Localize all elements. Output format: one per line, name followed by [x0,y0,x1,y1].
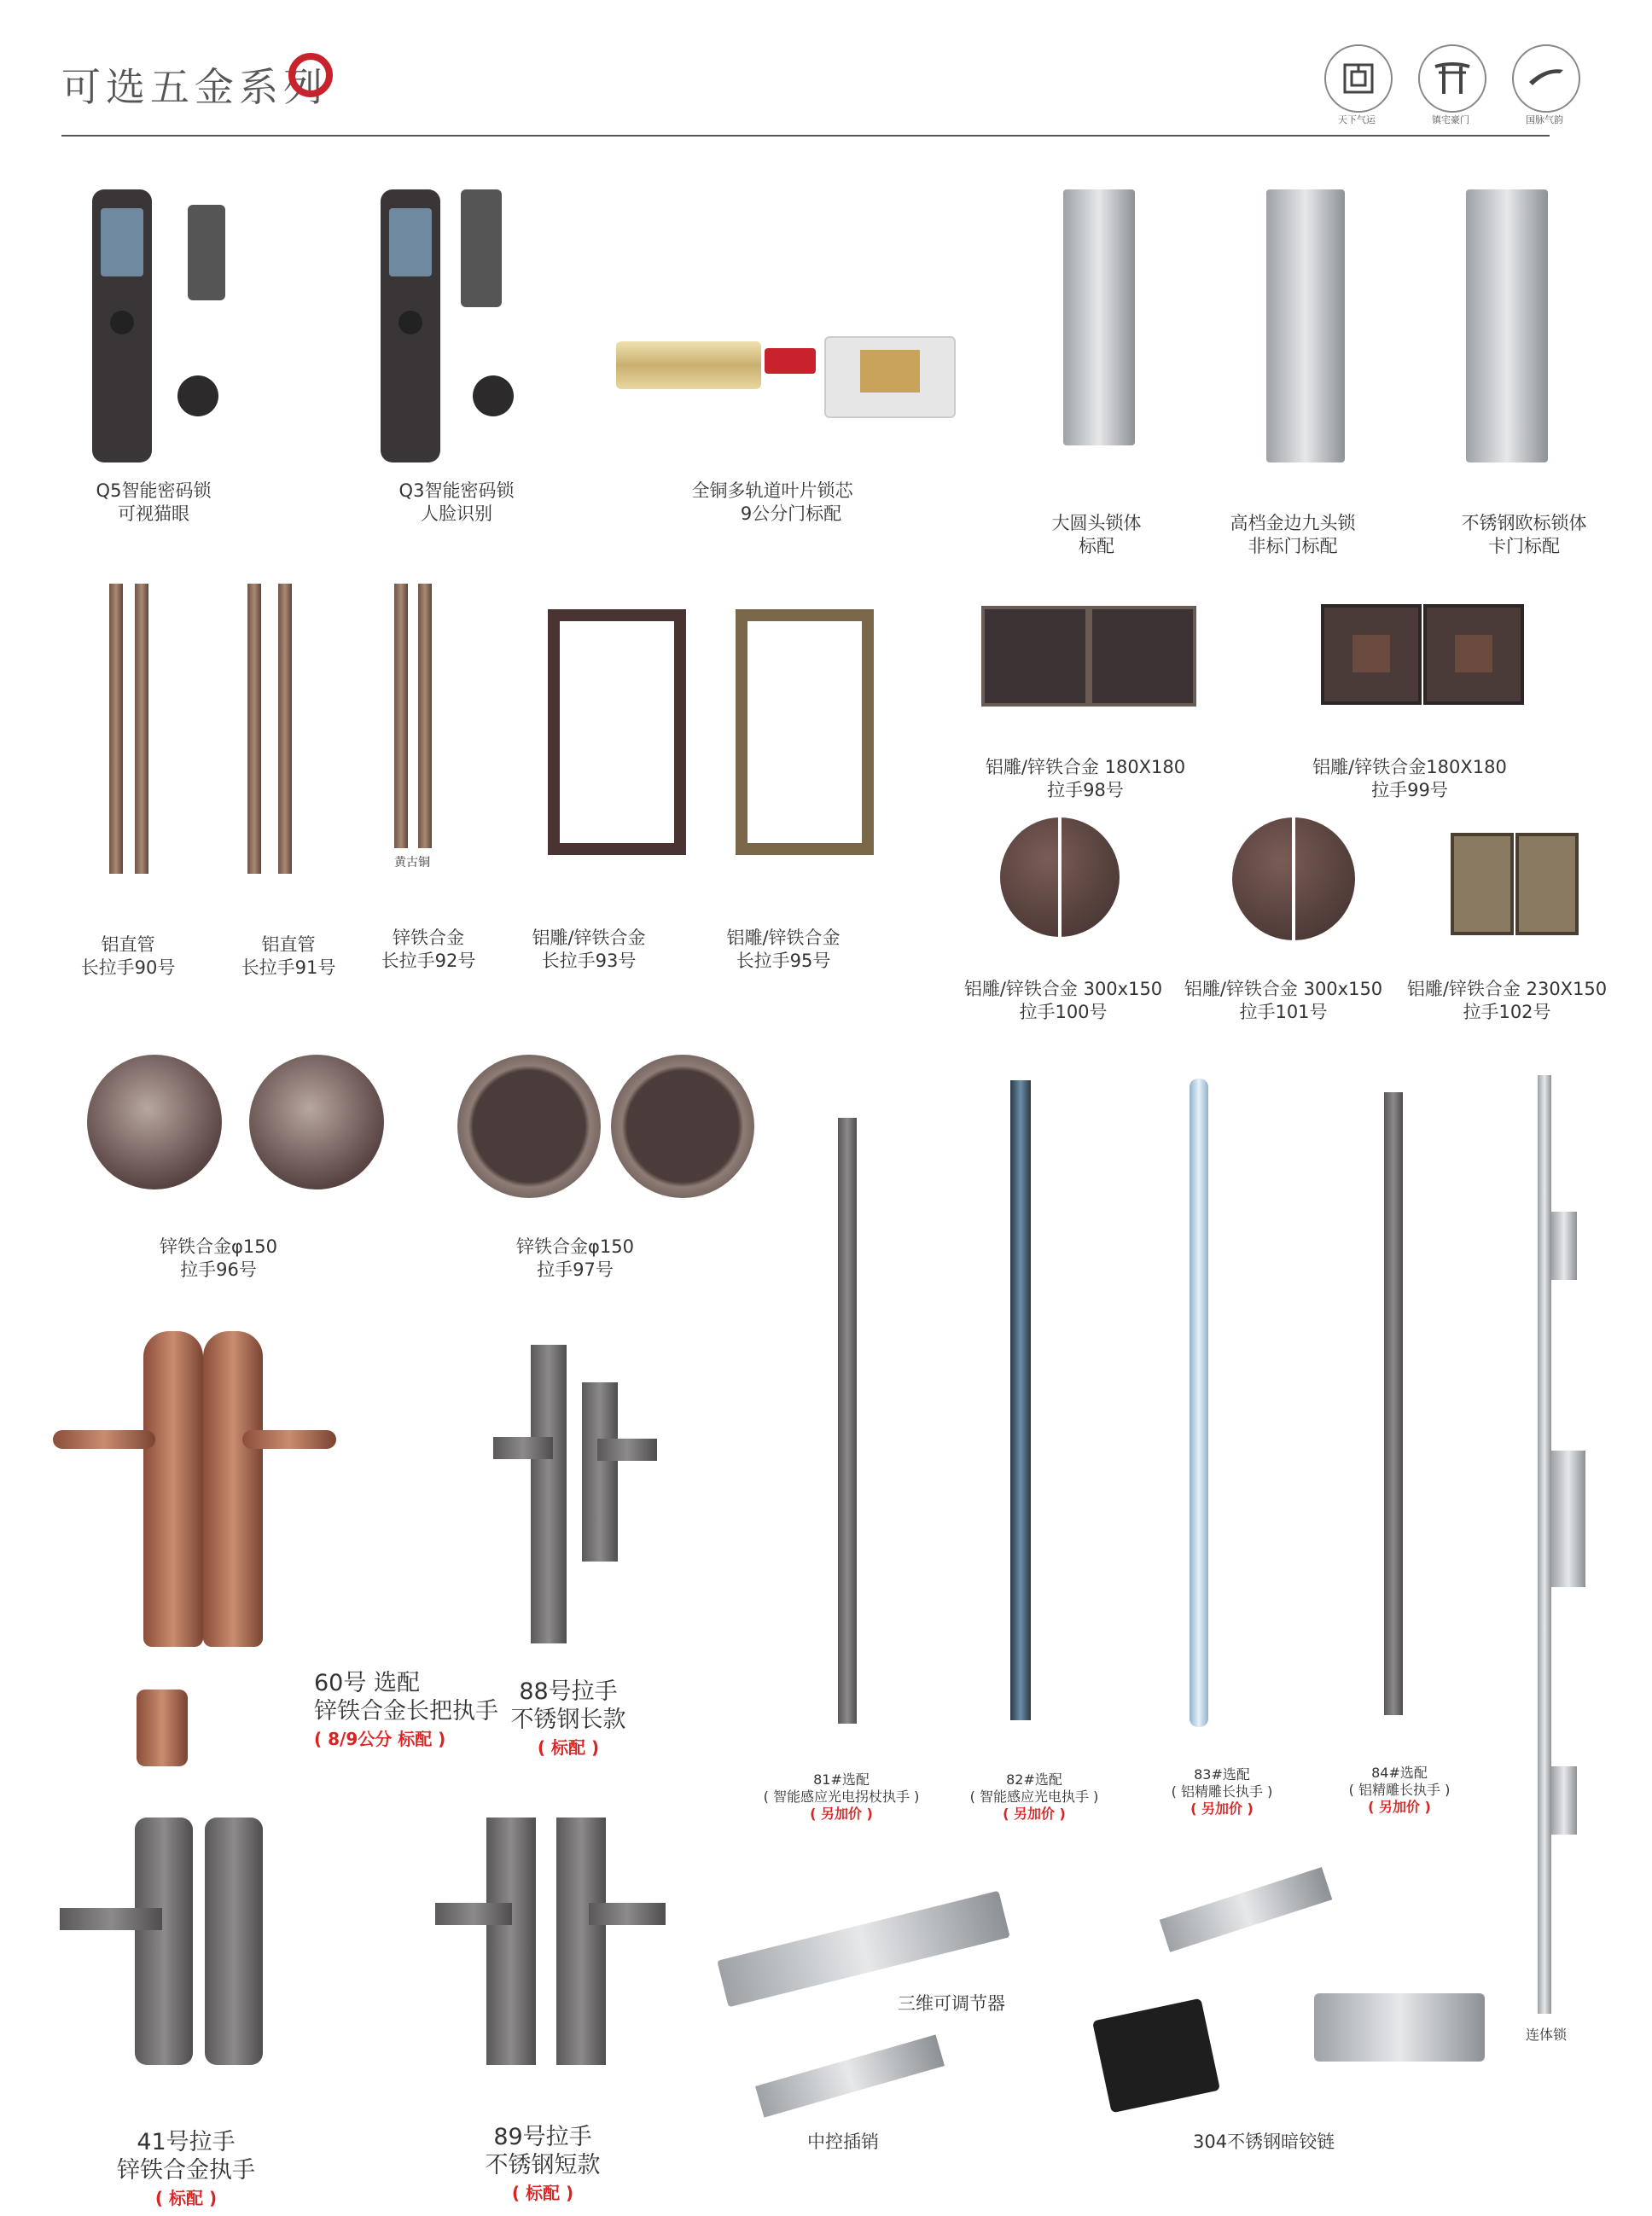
q5-keypad-image [188,205,225,300]
handle-88-right-lever [597,1439,657,1461]
caption-bolt: 中控插销 [807,2132,879,2152]
caption-lockbody-2: 高档金边九头锁 非标门标配 [1230,513,1356,556]
handle-101-image [1232,817,1355,940]
caption-cylinder: 全铜多轨道叶片锁芯 9公分门标配 [691,480,853,524]
header-divider [61,135,1550,137]
caption-h93: 铝雕/锌铁合金 长拉手93号 [532,928,646,971]
caption-h60: 60号 选配 锌铁合金长把执手 ( 8/9公分 标配 ) [314,1670,498,1749]
handle-41-right-plate [205,1818,263,2065]
badge-2 [1399,44,1502,126]
multilock-top-box [1551,1212,1577,1280]
handle-60-left-lever [53,1430,155,1449]
caption-h88: 88号拉手 不锈钢长款 ( 标配 ) [510,1678,626,1758]
handle-96-right-image [249,1055,384,1189]
q3-knob-image [473,375,514,416]
handle-41-left-plate [135,1818,193,2065]
handle-82-bar [1010,1080,1031,1720]
caption-multilock: 连体锁 [1526,2027,1568,2043]
q5-lock-front-image [92,189,152,462]
caption-lockbody-3: 不锈钢欧标锁体 卡门标配 [1461,513,1587,556]
caption-h91: 铝直管 长拉手91号 [241,934,336,978]
handle-93-left-image [548,609,620,855]
lock-body-2-image [1266,189,1345,462]
lock-cylinder-image [616,341,761,389]
caption-hinge3d: 三维可调节器 [898,1993,1005,2014]
multilock-bar-image [1538,1075,1551,2014]
title-ring-mark [288,53,333,97]
maze-icon [1324,44,1393,113]
caption-h98: 铝雕/锌铁合金 180X180 拉手98号 [985,757,1186,800]
handle-97-left-image [457,1055,601,1198]
badge-caption: 天下气运 [1338,114,1376,125]
caption-q5: Q5智能密码锁 可视猫眼 [96,480,212,524]
caption-h101: 铝雕/锌铁合金 300x150 拉手101号 [1184,979,1383,1022]
caption-h41: 41号拉手 锌铁合金执手 ( 标配 ) [117,2129,255,2208]
caption-h83: 83#选配 ( 铝精雕长执手 ) ( 另加价 ) [1171,1766,1273,1817]
caption-h97: 锌铁合金φ150 拉手97号 [516,1236,634,1280]
handle-93-right-image [614,609,686,855]
hinge-304-image [1092,1998,1220,2114]
badge-3 [1493,44,1596,126]
multilock-mid-box [1551,1451,1585,1587]
caption-h92: 锌铁合金 长拉手92号 [381,928,476,971]
handle-95-left-image [736,609,807,855]
handle-89-left-lever [435,1903,512,1925]
handle-89-left-plate [486,1818,536,2065]
caption-q3: Q3智能密码锁 人脸识别 [398,480,515,524]
caption-lockbody-1: 大圆头锁体 标配 [1051,513,1142,556]
handle-60-left-plate [143,1331,203,1647]
q3-lock-front-image [381,189,440,462]
badge-caption: 国脉气韵 [1526,114,1563,125]
handle-83-bar [1190,1079,1208,1727]
handle-88-right-plate [582,1382,618,1562]
cylinder-box-image [824,336,956,418]
handle-102-left-image [1451,833,1514,935]
caption-h90: 铝直管 长拉手90号 [80,934,176,978]
handle-98-left-image [981,606,1089,707]
handle-98-right-image [1089,606,1196,707]
caption-h84: 84#选配 ( 铝精雕长执手 ) ( 另加价 ) [1348,1765,1451,1815]
page-title: 可选五金系列 [61,64,328,110]
caption-h99: 铝雕/锌铁合金180X180 拉手99号 [1312,757,1507,800]
handle-92-bar-a [394,584,408,848]
handle-60-right-plate [203,1331,263,1647]
gate-icon [1418,44,1486,113]
handle-60-right-lever [242,1430,336,1449]
caption-h82: 82#选配 ( 智能感应光电执手 ) ( 另加价 ) [969,1771,1099,1822]
cylinder-keys-image [765,348,816,374]
handle-84-bar [1384,1092,1403,1715]
caption-h102: 铝雕/锌铁合金 230X150 拉手102号 [1406,979,1608,1022]
handle-89-right-lever [589,1903,666,1925]
handle-91-bar-a [247,584,261,874]
handle-92-tag: 黄古铜 [394,856,430,870]
handle-90-bar-b [135,584,148,874]
door-bolt-image [1314,1993,1485,2062]
badge-1 [1306,44,1408,126]
caption-h96: 锌铁合金φ150 拉手96号 [160,1236,277,1280]
caption-h95: 铝雕/锌铁合金 长拉手95号 [726,928,841,971]
roof-icon [1512,44,1580,113]
handle-96-left-image [87,1055,222,1189]
handle-90-bar-a [109,584,123,874]
strike-plate-image [1160,1867,1333,1952]
handle-88-left-plate [531,1345,567,1643]
handle-99-left-image [1321,604,1422,705]
handle-100-image [1000,817,1120,937]
handle-60-grip [137,1690,188,1766]
q5-knob-image [177,375,218,416]
handle-81-bar [838,1118,857,1724]
handle-89-right-plate [556,1818,606,2065]
handle-41-lever [60,1908,162,1930]
bolt-image [755,2034,945,2117]
multilock-bottom-box [1551,1766,1577,1835]
caption-h100: 铝雕/锌铁合金 300x150 拉手100号 [963,979,1163,1022]
lock-body-3-image [1466,189,1548,462]
badge-caption: 镇宅豪门 [1432,114,1469,125]
handle-88-left-lever [493,1437,553,1459]
handle-91-bar-b [278,584,292,874]
handle-95-right-image [802,609,874,855]
q3-keypad-image [461,189,502,307]
caption-h81: 81#选配 ( 智能感应光电拐杖执手 ) ( 另加价 ) [763,1771,920,1822]
handle-92-bar-b [418,584,432,848]
caption-h89: 89号拉手 不锈钢短款 ( 标配 ) [485,2124,601,2203]
caption-hinge304: 304不锈钢暗铰链 [1193,2132,1335,2152]
lock-body-1-image [1063,189,1135,445]
handle-102-right-image [1515,833,1579,935]
handle-99-right-image [1423,604,1524,705]
handle-97-right-image [611,1055,754,1198]
